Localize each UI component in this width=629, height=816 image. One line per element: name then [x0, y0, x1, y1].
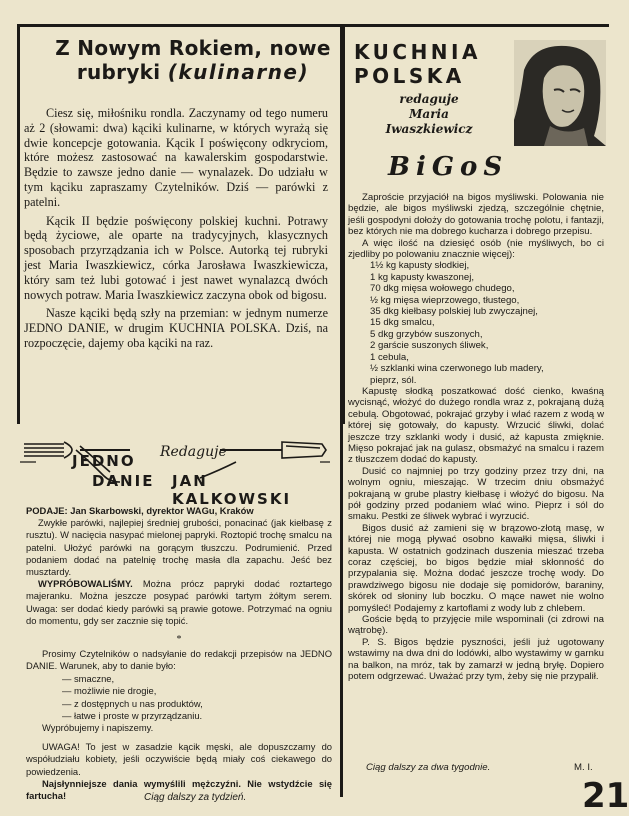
intro-paragraph: Kącik II będzie poświęcony polskiej kuchni. Potrawy będą życiowe, ale oparte na tradycyjnych, klasycznych sposobach przyrządzania ich w Polsce. Autorką tej rubryki jest Maria Iwaszkiewicz, córka Jarosława Iwaszkiewicza, który sam też lubi gotować i jest nawet wynalazcą dwóch nowych potraw. Maria Iwaszkiewicz zaczyna obok od bigosu. [24, 213, 328, 302]
condition-item: — możliwie nie drogie, [62, 685, 157, 697]
author-first-name: Maria [409, 107, 449, 121]
ingredient-item: 35 dkg kiełbasy polskiej lub zwyczajnej, [370, 306, 538, 318]
request-paragraph: UWAGA! To jest w zasadzie kącik męski, ale dopuszczamy do współudziału kobiety, jeśli oczywiście będą miały coś ciekawego do powiedzenia. [26, 740, 332, 777]
title-polska: POLSKA [354, 64, 465, 88]
condition-item: — z dostępnych u nas produktów, [62, 697, 203, 709]
divider-star: * [176, 634, 182, 645]
podaje-lead [26, 505, 332, 517]
headline-word-rubryki: rubryki [76, 60, 161, 84]
ingredient-item: 1½ kg kapusty słodkiej, [370, 260, 470, 272]
magazine-page [14, 24, 629, 816]
banner-author: JAN KALKOWSKI [172, 472, 292, 508]
intro-paragraph: Nasze kąciki będą szły na przemian: w jednym numerze JEDNO DANIE, w drugim KUCHNIA POLSKA. Dziś, na rozpoczęcie, dajemy oba kąciki na raz. [24, 306, 328, 350]
ingredient-item: 5 dkg grzybów suszonych, [370, 328, 483, 340]
ingredient-item: 15 dkg smalcu, [370, 317, 435, 329]
headline [54, 36, 332, 84]
recipe-postscript: P. S. Bigos będzie pyszności, jeśli już ugotowany wstawimy na dwa dni do lodówki, albo wystawimy w garnku na balkon, na mróz, tak by zamarzł w jedną bryłę. Dopiero potem odgrzewać. Uważać przy tym, żeby się nie przypalił. [348, 636, 604, 683]
author-last-name: Iwaszkiewicz [385, 122, 473, 136]
bigos-recipe [348, 192, 604, 682]
request-paragraph: Wypróbujemy i napiszemy. [42, 722, 154, 734]
condition-item: — łatwe i proste w przyrządzaniu. [62, 710, 203, 722]
kuchnia-polska-title [354, 40, 504, 88]
ingredient-item: 1 cebula, [370, 351, 409, 363]
ingredient-item: 2 garście suszonych śliwek, [370, 340, 489, 352]
banner-redaguje: Redaguje [160, 444, 227, 460]
author-portrait [514, 40, 606, 146]
ingredients-list [370, 260, 604, 385]
recipe-paragraph: A więc ilość na dziesięć osób (nie myśliwych, bo ci zjedliby po polowaniu znacznie więcej): [348, 237, 604, 261]
headline-line1: Z Nowym Rokiem, nowe [55, 36, 331, 60]
recipe-paragraph: Dusić co najmniej po trzy godziny przez trzy dni, na wolnym ogniu, mieszając. W trzecim dniu obsmażyć pokrajaną w grube plastry kiełbasę i włożyć do bigosu. Na pół godziny przed podaniem wlać wino. Pieprz i sól do smaku. Pestki ze śliwek wybrać i wyrzucić. [348, 465, 604, 523]
ingredient-item: ½ szklanki wina czerwonego lub madery, [370, 363, 544, 375]
conditions-list [62, 673, 332, 723]
podaje-recipe [26, 505, 332, 627]
page-number: 21 [582, 776, 629, 816]
podaje-paragraph: Zwykłe parówki, najlepiej średniej grubości, ponacinać (jak kiełbasę z rusztu). W nacięcia nasypać mielonej papryki. Roztopić trochę smalcu na patelni. Ułożyć parówki na gorącym tłuszczu. Podrumienić. Przed podaniem dodać na patelnię trochę masła dla zapachu. Jeść bez musztardy. [26, 517, 332, 578]
request-paragraph-bold: Najsłynniejsze dania wymyślili mężczyźni. Nie wstydźcie się fartucha! [26, 778, 332, 802]
recipe-paragraph: Kapustę słodką poszatkować dość cienko, kwaśną wycisnąć, włożyć do dużego rondla wraz z, pokrajaną dużą cebulą. Obgotować, pokrajać grzyby i wlać razem z wodą w której się gotowały, do kapusty. Wrzucić śliwki, dolać jeszcze trzy szklanki wody i dusić, aż kapusta zmięknie. Mięso pokrajać jak na gulasz, obsmażyć na smalcu i razem z tłuszczem dodać do kapusty. [348, 385, 604, 466]
banner-word-jedno: JEDNO [72, 452, 136, 470]
dish-title: BiGoS [388, 152, 509, 182]
podaje-p2-text: Można prócz papryki dodać roztartego majeranku. Można jeszcze posypać parówki tartym żółtym serem. Uwaga: ser dodać kiedy parówki są prawie gotowe. Potrzymać na ogniu do momentu, gdy ser zacznie się topić. [26, 578, 332, 626]
ingredient-item: ½ kg mięsa wieprzowego, tłustego, [370, 294, 520, 306]
jedno-danie-banner [20, 432, 330, 508]
reader-request [26, 648, 332, 803]
podaje-paragraph-2 [26, 578, 332, 627]
recipe-paragraph: Bigos dusić aż zamieni się w brązowo-złotą masę, w której nie mogą pływać osobno kawałki mięsa, śliwki i kapusta. W ostatnich godzinach duszenia mieszać trzeba coraz częściej, bo bigos będzie miał skłonność do przypalania się. Można dodać jeszcze trochę wody. Do prawdziwego bigosu nie dodaje się pomidorów, baraniny, skórek od słoniny lub boczku. O mące nawet nie wolno pomyśleć! Podajemy z kartoflami z wody lub z chlebem. [348, 522, 604, 614]
intro-paragraph: Ciesz się, miłośniku rondla. Zaczynamy od tego numeru aż 2 (słowami: dwa) kąciki kulinarne, w których wyrażą się dwie koncepcje gotowania. Kącik I poświęcony odkryciom, które możesz zastosować na kawalerskim gospodarstwie. Będzie to zawsze jedno danie — wynalazek. Do udziału w tym kąciku zapraszamy Czytelników. Dziś — parówki z patelni. [24, 106, 328, 209]
recipe-paragraph: Goście będą to przyjęcie mile wspominali (ci zdrowi na wątrobę). [348, 614, 604, 637]
headline-word-kulinarne: (kulinarne) [167, 60, 310, 84]
headline-line2 [54, 60, 332, 84]
author-initials: M. I. [574, 762, 593, 773]
request-paragraph: Prosimy Czytelników o nadsyłanie do redakcji przepisów na JEDNO DANIE. Warunek, aby to danie było: [26, 648, 332, 672]
podaje-byline: PODAJE: Jan Skarbowski, dyrektor WAGu, Kraków [26, 505, 254, 516]
redaguje-label: redaguje [399, 92, 459, 106]
ingredient-item: 70 dkg mięsa wołowego chudego, [370, 283, 515, 295]
recipe-paragraph: Zaproście przyjaciół na bigos myśliwski. Polowania nie będzie, ale bigos myśliwski zjedzą, szczególnie chętnie, jeśli gospodyni dołoży do gotowania trochę polotu, i fantazji, bez których nie ma dobrego kucharza i dobrego przepisu. [348, 192, 604, 238]
banner-word-danie: DANIE [92, 472, 155, 490]
wyprobowalismy-label: WYPRÓBOWALIŚMY. [38, 578, 133, 590]
editor-credit [364, 92, 494, 137]
ingredient-item: 1 kg kapusty kwaszonej, [370, 271, 474, 283]
condition-item: — smaczne, [62, 672, 115, 684]
title-kuchnia: KUCHNIA [354, 40, 481, 64]
continued-next-week: Ciąg dalszy za tydzień. [144, 792, 247, 803]
ingredient-item: pieprz, sól. [370, 374, 417, 386]
continued-two-weeks: Ciąg dalszy za dwa tygodnie. [366, 762, 491, 773]
intro-text [24, 106, 328, 355]
